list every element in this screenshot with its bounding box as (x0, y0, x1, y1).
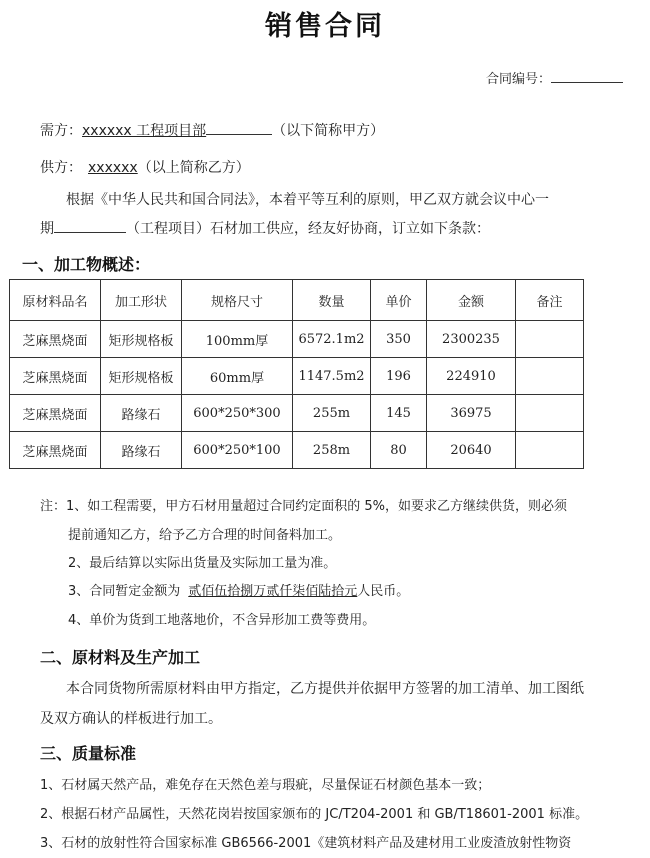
cell-shape: 路缘石 (101, 395, 182, 432)
cell-unit-price: 196 (371, 358, 427, 395)
header-spec: 规格尺寸 (182, 280, 293, 321)
cell-quantity: 6572.1m2 (293, 321, 371, 358)
cell-shape: 矩形规格板 (101, 358, 182, 395)
cell-amount: 36975 (427, 395, 516, 432)
buyer-blank (206, 120, 272, 135)
header-material: 原材料品名 (10, 280, 101, 321)
cell-unit-price: 350 (371, 321, 427, 358)
cell-remark (516, 432, 584, 469)
header-quantity: 数量 (293, 280, 371, 321)
cell-material: 芝麻黑烧面 (10, 432, 101, 469)
cell-spec: 600*250*300 (182, 395, 293, 432)
quality-item-2: 2、根据石材产品属性，天然花岗岩按国家颁布的 JC/T204-2001 和 GB/T18601-2001 标准。 (40, 807, 589, 822)
cell-material: 芝麻黑烧面 (10, 358, 101, 395)
table-row (10, 321, 584, 358)
cell-unit-price: 80 (371, 432, 427, 469)
contract-title: 销售合同 (265, 11, 385, 42)
note-4: 4、单价为货到工地落地价，不含异形加工费等费用。 (68, 613, 376, 628)
buyer-line (40, 120, 384, 140)
cell-quantity: 1147.5m2 (293, 358, 371, 395)
intro-prefix: 期 (40, 221, 54, 237)
header-unit-price: 单价 (371, 280, 427, 321)
cell-remark (516, 321, 584, 358)
contract-number-blank (551, 69, 623, 83)
header-shape: 加工形状 (101, 280, 182, 321)
project-blank (54, 218, 126, 233)
table-row (10, 358, 584, 395)
cell-material: 芝麻黑烧面 (10, 395, 101, 432)
buyer-name: xxxxxx 工程项目部 (82, 123, 207, 139)
cell-unit-price: 145 (371, 395, 427, 432)
goods-table (9, 279, 584, 469)
section-3-heading: 三、质量标准 (40, 744, 137, 763)
table-header-row (10, 280, 584, 321)
section-2-heading: 二、原材料及生产加工 (40, 648, 201, 667)
cell-quantity: 255m (293, 395, 371, 432)
contract-number-line (486, 68, 623, 87)
seller-suffix: （以上简称乙方） (137, 160, 250, 176)
cell-spec: 600*250*100 (182, 432, 293, 469)
cell-amount: 2300235 (427, 321, 516, 358)
cell-material: 芝麻黑烧面 (10, 321, 101, 358)
cell-spec: 100mm厚 (182, 321, 293, 358)
buyer-suffix: （以下简称甲方） (272, 123, 385, 139)
seller-label: 供方： (40, 160, 82, 176)
section-1-heading: 一、加工物概述： (22, 255, 151, 274)
seller-name: xxxxxx (88, 160, 138, 176)
note-3 (68, 580, 409, 599)
intro-line-2 (40, 218, 490, 238)
table-row (10, 432, 584, 469)
header-remark: 备注 (516, 280, 584, 321)
section-2-line-2: 及双方确认的样板进行加工。 (40, 711, 222, 727)
intro-line-1: 根据《中华人民共和国合同法》，本着平等互利的原则，甲乙双方就会议中心一 (66, 192, 549, 208)
cell-remark (516, 358, 584, 395)
note-3-suffix: 人民币。 (357, 584, 410, 599)
cell-shape: 路缘石 (101, 432, 182, 469)
seller-line (40, 157, 250, 177)
note-3-prefix: 3、合同暂定金额为 (68, 584, 181, 599)
note-1-line-1: 注：1、如工程需要，甲方石材用量超过合同约定面积的 5%，如要求乙方继续供货，则必须 (40, 499, 568, 514)
cell-amount: 224910 (427, 358, 516, 395)
quality-item-3: 3、石材的放射性符合国家标准 GB6566-2001《建筑材料产品及建材用工业废渣放射性物资 (40, 836, 572, 851)
cell-remark (516, 395, 584, 432)
table-row (10, 395, 584, 432)
cell-quantity: 258m (293, 432, 371, 469)
cell-amount: 20640 (427, 432, 516, 469)
buyer-label: 需方： (40, 123, 82, 139)
cell-spec: 60mm厚 (182, 358, 293, 395)
note-1-line-2: 提前通知乙方，给予乙方合理的时间备料加工。 (68, 528, 342, 543)
note-2: 2、最后结算以实际出货量及实际加工量为准。 (68, 556, 337, 571)
section-2-line-1: 本合同货物所需原材料由甲方指定，乙方提供并依据甲方签署的加工清单、加工图纸 (66, 681, 584, 697)
quality-item-1: 1、石材属天然产品，难免存在天然色差与瑕疵，尽量保证石材颜色基本一致； (40, 778, 491, 793)
cell-shape: 矩形规格板 (101, 321, 182, 358)
intro-suffix: （工程项目）石材加工供应，经友好协商，订立如下条款： (126, 221, 490, 237)
contract-amount: 贰佰伍拾捌万贰仟柒佰陆拾元 (188, 584, 358, 599)
header-amount: 金额 (427, 280, 516, 321)
contract-number-label: 合同编号： (486, 72, 552, 87)
